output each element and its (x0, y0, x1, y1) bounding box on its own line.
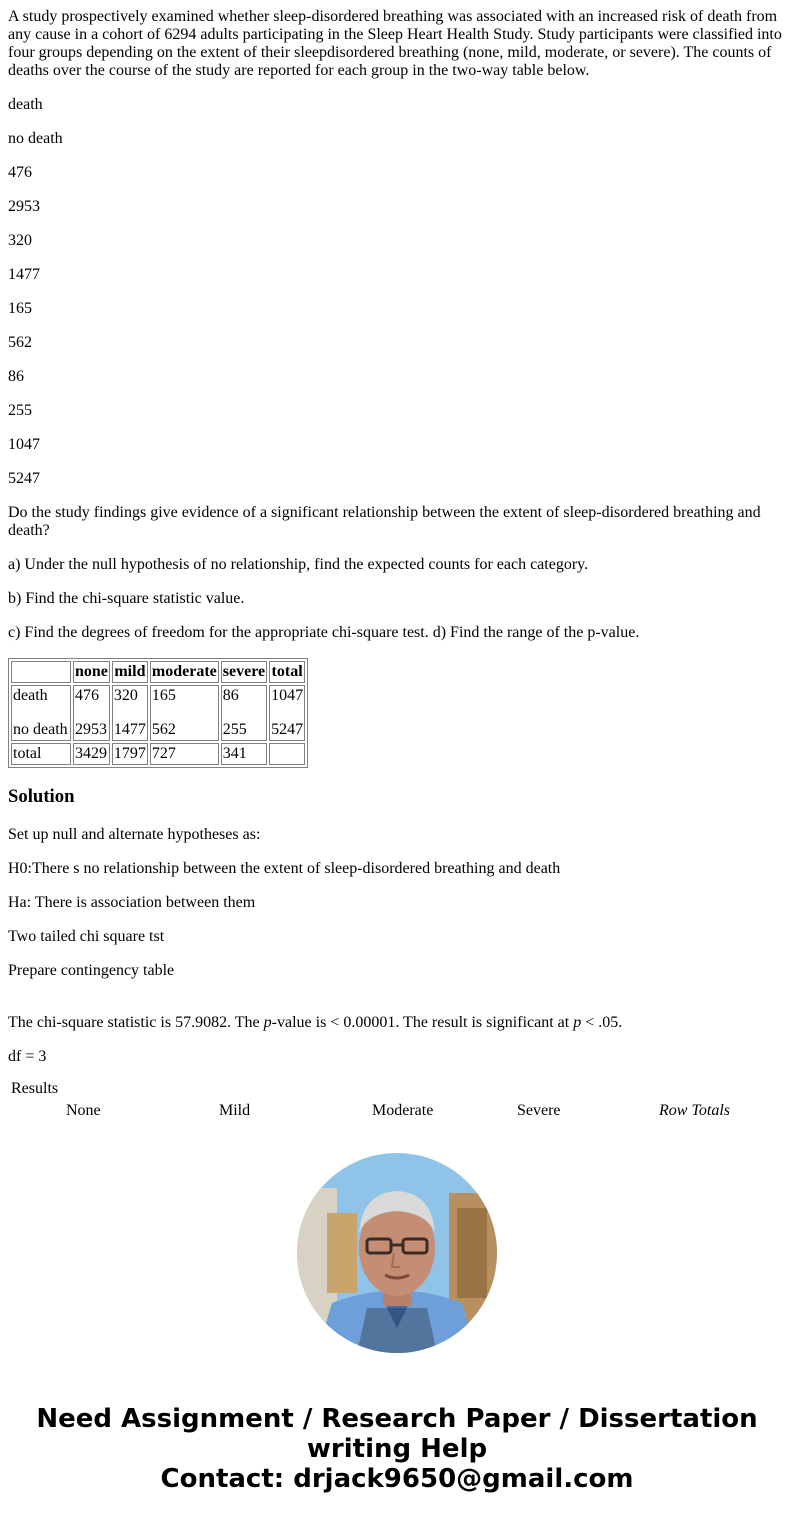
table-row-total (11, 743, 305, 765)
table-header-row (11, 661, 305, 683)
table-cell (150, 685, 219, 741)
document-body (8, 8, 786, 1082)
degrees-of-freedom: df = 3 (8, 1048, 47, 1065)
table-row (11, 685, 305, 741)
loose-line: 5247 (8, 470, 40, 487)
question-part-a: a) Under the null hypothesis of no relationship, find the expected counts for each category. (8, 556, 589, 573)
results-column-moderate: Moderate (372, 1102, 434, 1119)
table-row-label (11, 685, 71, 741)
cell-value: 5247 (271, 721, 304, 738)
table-cell: 341 (221, 743, 267, 765)
test-type: Two tailed chi square tst (8, 928, 165, 945)
table-header-cell: mild (112, 661, 148, 683)
promo-banner-line: Need Assignment / Research Paper / Dissertation (36, 1404, 758, 1434)
cell-value: 1047 (271, 687, 304, 704)
alternate-hypothesis: Ha: There is association between them (8, 894, 256, 911)
table-cell (221, 685, 267, 741)
table-cell: 3429 (73, 743, 110, 765)
author-photo (297, 1153, 497, 1353)
table-cell: 1797 (112, 743, 148, 765)
results-caption: Results (11, 1080, 59, 1097)
table-cell (73, 685, 110, 741)
promo-banner-line: writing Help (306, 1434, 488, 1464)
question-part-b: b) Find the chi-square statistic value. (8, 590, 245, 607)
row-label-no-death: no death (13, 721, 68, 738)
table-header-cell: moderate (150, 661, 219, 683)
solution-heading: Solution (8, 786, 75, 807)
loose-line: 476 (8, 164, 32, 181)
table-header-cell: none (73, 661, 110, 683)
cell-value: 562 (151, 721, 176, 738)
table-header-cell (11, 661, 71, 683)
row-label-death: death (13, 687, 48, 704)
cell-value: 476 (75, 687, 99, 704)
results-column-row-totals: Row Totals (659, 1102, 730, 1119)
question-prompt: Do the study findings give evidence of a significant relationship between the extent of sleep-disordered breathing and death? (8, 504, 761, 539)
cell-value: 2953 (75, 721, 107, 738)
cell-value: 86 (222, 687, 239, 704)
question-intro: A study prospectively examined whether sleep-disordered breathing was associated with an increased risk of death from any cause in a cohort of 6294 adults participating in the Sleep Heart Health Study. Study participants were classified into four groups depending on the extent of their sleepdisordered breathing (none, mild, moderate, or severe). The counts of deaths over the course of the study are reported for each group in the two-way table below. (8, 8, 782, 79)
chi-square-result: The chi-square statistic is 57.9082. The p-value is < 0.00001. The result is significant at p < .05. (8, 1014, 623, 1031)
loose-line: 1477 (8, 266, 40, 283)
contingency-table (8, 658, 308, 768)
results-column-none: None (66, 1102, 101, 1119)
cell-value: 255 (222, 721, 247, 738)
table-cell (112, 685, 148, 741)
table-header-cell: total (269, 661, 305, 683)
promo-banner (0, 1404, 794, 1494)
loose-line: no death (8, 130, 63, 147)
table-cell (269, 743, 305, 765)
table-cell (269, 685, 305, 741)
solution-setup: Set up null and alternate hypotheses as: (8, 826, 261, 843)
promo-contact-line: Contact: drjack9650@gmail.com (160, 1464, 634, 1494)
table-cell: total (11, 743, 71, 765)
loose-value-list (8, 96, 786, 488)
results-column-mild: Mild (219, 1102, 251, 1119)
loose-line: 255 (8, 402, 32, 419)
cell-value: 320 (113, 687, 138, 704)
loose-line: 320 (8, 232, 32, 249)
prepare-table-note: Prepare contingency table (8, 962, 175, 979)
question-part-cd: c) Find the degrees of freedom for the appropriate chi-square test. d) Find the range of the p-value. (8, 624, 640, 641)
table-cell: 727 (150, 743, 219, 765)
loose-line: 562 (8, 334, 32, 351)
cell-value: 1477 (113, 721, 146, 738)
loose-line: 165 (8, 300, 32, 317)
loose-line: 1047 (8, 436, 40, 453)
loose-line: death (8, 96, 43, 113)
loose-line: 2953 (8, 198, 40, 215)
cell-value: 165 (151, 687, 176, 704)
null-hypothesis: H0:There s no relationship between the extent of sleep-disordered breathing and death (8, 860, 561, 877)
author-portrait-image (297, 1153, 497, 1353)
loose-line: 86 (8, 368, 24, 385)
results-column-severe: Severe (517, 1102, 561, 1119)
table-header-cell: severe (221, 661, 267, 683)
